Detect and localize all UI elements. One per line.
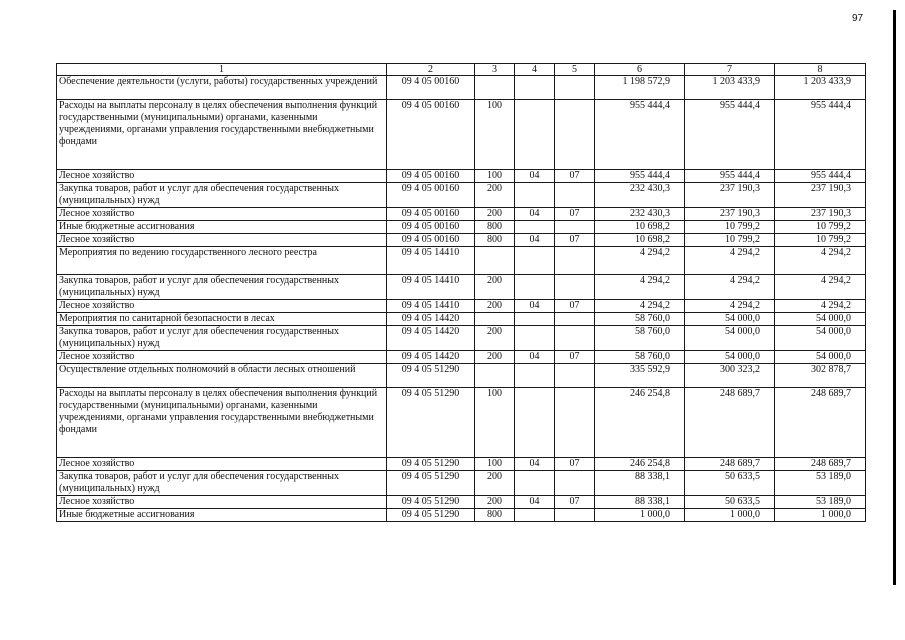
row-target-code: 09 4 05 00160 bbox=[387, 100, 475, 170]
table-row bbox=[57, 100, 866, 170]
row-subsection bbox=[555, 313, 595, 326]
row-amount-col6: 232 430,3 bbox=[595, 183, 685, 208]
row-subsection bbox=[555, 509, 595, 522]
row-target-code: 09 4 05 00160 bbox=[387, 208, 475, 221]
row-expense-type: 800 bbox=[475, 221, 515, 234]
row-name: Лесное хозяйство bbox=[57, 300, 387, 313]
row-expense-type: 800 bbox=[475, 509, 515, 522]
table-row bbox=[57, 496, 866, 509]
row-subsection bbox=[555, 364, 595, 388]
row-expense-type: 200 bbox=[475, 208, 515, 221]
row-amount-col7: 248 689,7 bbox=[685, 388, 775, 458]
row-name: Расходы на выплаты персоналу в целях обеспечения выполнения функций государственными (муниципальными) органами, казенными учреждениями, органами управления государственными внебюджетными фондами bbox=[57, 388, 387, 458]
row-amount-col7: 50 633,5 bbox=[685, 471, 775, 496]
row-name: Лесное хозяйство bbox=[57, 208, 387, 221]
table-row bbox=[57, 364, 866, 388]
row-amount-col6: 335 592,9 bbox=[595, 364, 685, 388]
row-target-code: 09 4 05 00160 bbox=[387, 170, 475, 183]
row-subsection bbox=[555, 76, 595, 100]
row-expense-type bbox=[475, 247, 515, 275]
row-target-code: 09 4 05 51290 bbox=[387, 364, 475, 388]
row-section bbox=[515, 326, 555, 351]
row-amount-col8: 248 689,7 bbox=[775, 458, 866, 471]
scan-edge-bar bbox=[893, 10, 896, 585]
column-header: 3 bbox=[475, 64, 515, 76]
row-amount-col6: 4 294,2 bbox=[595, 275, 685, 300]
row-subsection bbox=[555, 471, 595, 496]
row-target-code: 09 4 05 00160 bbox=[387, 221, 475, 234]
row-amount-col7: 54 000,0 bbox=[685, 313, 775, 326]
row-name: Иные бюджетные ассигнования bbox=[57, 221, 387, 234]
row-expense-type: 100 bbox=[475, 170, 515, 183]
row-target-code: 09 4 05 00160 bbox=[387, 183, 475, 208]
row-amount-col8: 54 000,0 bbox=[775, 313, 866, 326]
row-subsection: 07 bbox=[555, 300, 595, 313]
row-name: Осуществление отдельных полномочий в области лесных отношений bbox=[57, 364, 387, 388]
row-amount-col6: 58 760,0 bbox=[595, 313, 685, 326]
table-row bbox=[57, 234, 866, 247]
row-section bbox=[515, 388, 555, 458]
row-amount-col7: 4 294,2 bbox=[685, 275, 775, 300]
row-amount-col6: 58 760,0 bbox=[595, 351, 685, 364]
column-header: 8 bbox=[775, 64, 866, 76]
row-amount-col6: 232 430,3 bbox=[595, 208, 685, 221]
row-amount-col8: 10 799,2 bbox=[775, 221, 866, 234]
row-amount-col8: 53 189,0 bbox=[775, 471, 866, 496]
row-subsection: 07 bbox=[555, 458, 595, 471]
row-section bbox=[515, 509, 555, 522]
row-section bbox=[515, 364, 555, 388]
row-amount-col7: 955 444,4 bbox=[685, 170, 775, 183]
row-amount-col6: 10 698,2 bbox=[595, 221, 685, 234]
row-expense-type: 200 bbox=[475, 351, 515, 364]
table-row bbox=[57, 509, 866, 522]
table-row bbox=[57, 351, 866, 364]
row-target-code: 09 4 05 00160 bbox=[387, 234, 475, 247]
row-name: Лесное хозяйство bbox=[57, 496, 387, 509]
column-header: 4 bbox=[515, 64, 555, 76]
table-row bbox=[57, 247, 866, 275]
row-section: 04 bbox=[515, 300, 555, 313]
row-subsection bbox=[555, 183, 595, 208]
row-amount-col7: 237 190,3 bbox=[685, 183, 775, 208]
row-name: Лесное хозяйство bbox=[57, 170, 387, 183]
row-name: Закупка товаров, работ и услуг для обеспечения государственных (муниципальных) нужд bbox=[57, 471, 387, 496]
column-header: 7 bbox=[685, 64, 775, 76]
row-amount-col6: 4 294,2 bbox=[595, 300, 685, 313]
row-amount-col8: 955 444,4 bbox=[775, 100, 866, 170]
row-amount-col7: 54 000,0 bbox=[685, 326, 775, 351]
row-section bbox=[515, 76, 555, 100]
budget-table-body bbox=[57, 64, 866, 522]
row-subsection bbox=[555, 326, 595, 351]
row-amount-col7: 10 799,2 bbox=[685, 221, 775, 234]
row-section bbox=[515, 247, 555, 275]
row-name: Лесное хозяйство bbox=[57, 351, 387, 364]
row-section: 04 bbox=[515, 170, 555, 183]
column-header: 5 bbox=[555, 64, 595, 76]
table-row bbox=[57, 76, 866, 100]
row-amount-col7: 955 444,4 bbox=[685, 100, 775, 170]
row-section bbox=[515, 183, 555, 208]
row-name: Иные бюджетные ассигнования bbox=[57, 509, 387, 522]
row-amount-col8: 53 189,0 bbox=[775, 496, 866, 509]
row-target-code: 09 4 05 51290 bbox=[387, 471, 475, 496]
row-amount-col6: 88 338,1 bbox=[595, 471, 685, 496]
budget-table bbox=[56, 63, 866, 522]
row-amount-col7: 54 000,0 bbox=[685, 351, 775, 364]
row-section bbox=[515, 275, 555, 300]
row-amount-col7: 4 294,2 bbox=[685, 247, 775, 275]
row-amount-col6: 955 444,4 bbox=[595, 100, 685, 170]
row-subsection bbox=[555, 221, 595, 234]
row-target-code: 09 4 05 14410 bbox=[387, 300, 475, 313]
row-amount-col8: 4 294,2 bbox=[775, 275, 866, 300]
row-name: Лесное хозяйство bbox=[57, 234, 387, 247]
row-target-code: 09 4 05 14410 bbox=[387, 247, 475, 275]
row-section bbox=[515, 313, 555, 326]
row-section: 04 bbox=[515, 496, 555, 509]
column-header: 6 bbox=[595, 64, 685, 76]
row-amount-col6: 88 338,1 bbox=[595, 496, 685, 509]
row-expense-type: 100 bbox=[475, 458, 515, 471]
row-amount-col8: 54 000,0 bbox=[775, 326, 866, 351]
row-section bbox=[515, 221, 555, 234]
row-amount-col8: 1 000,0 bbox=[775, 509, 866, 522]
row-amount-col8: 54 000,0 bbox=[775, 351, 866, 364]
row-amount-col7: 1 000,0 bbox=[685, 509, 775, 522]
row-subsection: 07 bbox=[555, 234, 595, 247]
row-expense-type: 200 bbox=[475, 471, 515, 496]
row-amount-col6: 246 254,8 bbox=[595, 388, 685, 458]
row-section: 04 bbox=[515, 351, 555, 364]
row-subsection bbox=[555, 100, 595, 170]
row-name: Закупка товаров, работ и услуг для обеспечения государственных (муниципальных) нужд bbox=[57, 275, 387, 300]
row-target-code: 09 4 05 51290 bbox=[387, 509, 475, 522]
page-number: 97 bbox=[852, 13, 864, 24]
row-subsection: 07 bbox=[555, 170, 595, 183]
table-row bbox=[57, 458, 866, 471]
row-target-code: 09 4 05 51290 bbox=[387, 458, 475, 471]
row-section: 04 bbox=[515, 458, 555, 471]
row-amount-col8: 302 878,7 bbox=[775, 364, 866, 388]
row-section: 04 bbox=[515, 208, 555, 221]
table-row bbox=[57, 471, 866, 496]
row-target-code: 09 4 05 51290 bbox=[387, 496, 475, 509]
row-amount-col8: 237 190,3 bbox=[775, 208, 866, 221]
row-subsection bbox=[555, 247, 595, 275]
row-amount-col6: 246 254,8 bbox=[595, 458, 685, 471]
row-expense-type: 200 bbox=[475, 496, 515, 509]
table-row bbox=[57, 221, 866, 234]
column-header: 1 bbox=[57, 64, 387, 76]
row-amount-col6: 58 760,0 bbox=[595, 326, 685, 351]
row-amount-col7: 237 190,3 bbox=[685, 208, 775, 221]
row-target-code: 09 4 05 14420 bbox=[387, 313, 475, 326]
row-expense-type: 100 bbox=[475, 100, 515, 170]
row-expense-type: 200 bbox=[475, 326, 515, 351]
table-row bbox=[57, 275, 866, 300]
column-header: 2 bbox=[387, 64, 475, 76]
row-name: Мероприятия по санитарной безопасности в лесах bbox=[57, 313, 387, 326]
row-amount-col8: 248 689,7 bbox=[775, 388, 866, 458]
row-section bbox=[515, 471, 555, 496]
column-number-row bbox=[57, 64, 866, 76]
row-expense-type bbox=[475, 313, 515, 326]
row-amount-col6: 955 444,4 bbox=[595, 170, 685, 183]
row-subsection: 07 bbox=[555, 496, 595, 509]
row-section bbox=[515, 100, 555, 170]
row-subsection: 07 bbox=[555, 351, 595, 364]
row-subsection bbox=[555, 388, 595, 458]
row-amount-col6: 10 698,2 bbox=[595, 234, 685, 247]
row-amount-col7: 300 323,2 bbox=[685, 364, 775, 388]
row-amount-col7: 50 633,5 bbox=[685, 496, 775, 509]
table-row bbox=[57, 388, 866, 458]
row-name: Мероприятия по ведению государственного лесного реестра bbox=[57, 247, 387, 275]
row-amount-col7: 1 203 433,9 bbox=[685, 76, 775, 100]
row-amount-col7: 248 689,7 bbox=[685, 458, 775, 471]
row-target-code: 09 4 05 14420 bbox=[387, 326, 475, 351]
table-row bbox=[57, 183, 866, 208]
row-amount-col6: 1 198 572,9 bbox=[595, 76, 685, 100]
row-amount-col8: 4 294,2 bbox=[775, 247, 866, 275]
row-target-code: 09 4 05 14420 bbox=[387, 351, 475, 364]
row-expense-type bbox=[475, 364, 515, 388]
row-amount-col8: 237 190,3 bbox=[775, 183, 866, 208]
row-expense-type: 100 bbox=[475, 388, 515, 458]
row-name: Лесное хозяйство bbox=[57, 458, 387, 471]
row-amount-col8: 4 294,2 bbox=[775, 300, 866, 313]
table-row bbox=[57, 170, 866, 183]
row-amount-col6: 4 294,2 bbox=[595, 247, 685, 275]
row-amount-col6: 1 000,0 bbox=[595, 509, 685, 522]
row-subsection bbox=[555, 275, 595, 300]
row-section: 04 bbox=[515, 234, 555, 247]
table-row bbox=[57, 326, 866, 351]
row-expense-type: 800 bbox=[475, 234, 515, 247]
row-amount-col8: 10 799,2 bbox=[775, 234, 866, 247]
row-amount-col8: 1 203 433,9 bbox=[775, 76, 866, 100]
row-expense-type: 200 bbox=[475, 275, 515, 300]
row-name: Закупка товаров, работ и услуг для обеспечения государственных (муниципальных) нужд bbox=[57, 326, 387, 351]
table-row bbox=[57, 208, 866, 221]
row-target-code: 09 4 05 00160 bbox=[387, 76, 475, 100]
table-row bbox=[57, 300, 866, 313]
row-expense-type: 200 bbox=[475, 300, 515, 313]
row-target-code: 09 4 05 51290 bbox=[387, 388, 475, 458]
row-target-code: 09 4 05 14410 bbox=[387, 275, 475, 300]
row-name: Расходы на выплаты персоналу в целях обеспечения выполнения функций государственными (муниципальными) органами, казенными учреждениями, органами управления государственными внебюджетными фондами bbox=[57, 100, 387, 170]
table-row bbox=[57, 313, 866, 326]
row-amount-col7: 10 799,2 bbox=[685, 234, 775, 247]
row-name: Закупка товаров, работ и услуг для обеспечения государственных (муниципальных) нужд bbox=[57, 183, 387, 208]
row-amount-col8: 955 444,4 bbox=[775, 170, 866, 183]
row-subsection: 07 bbox=[555, 208, 595, 221]
row-amount-col7: 4 294,2 bbox=[685, 300, 775, 313]
row-expense-type: 200 bbox=[475, 183, 515, 208]
row-expense-type bbox=[475, 76, 515, 100]
row-name: Обеспечение деятельности (услуги, работы) государственных учреждений bbox=[57, 76, 387, 100]
